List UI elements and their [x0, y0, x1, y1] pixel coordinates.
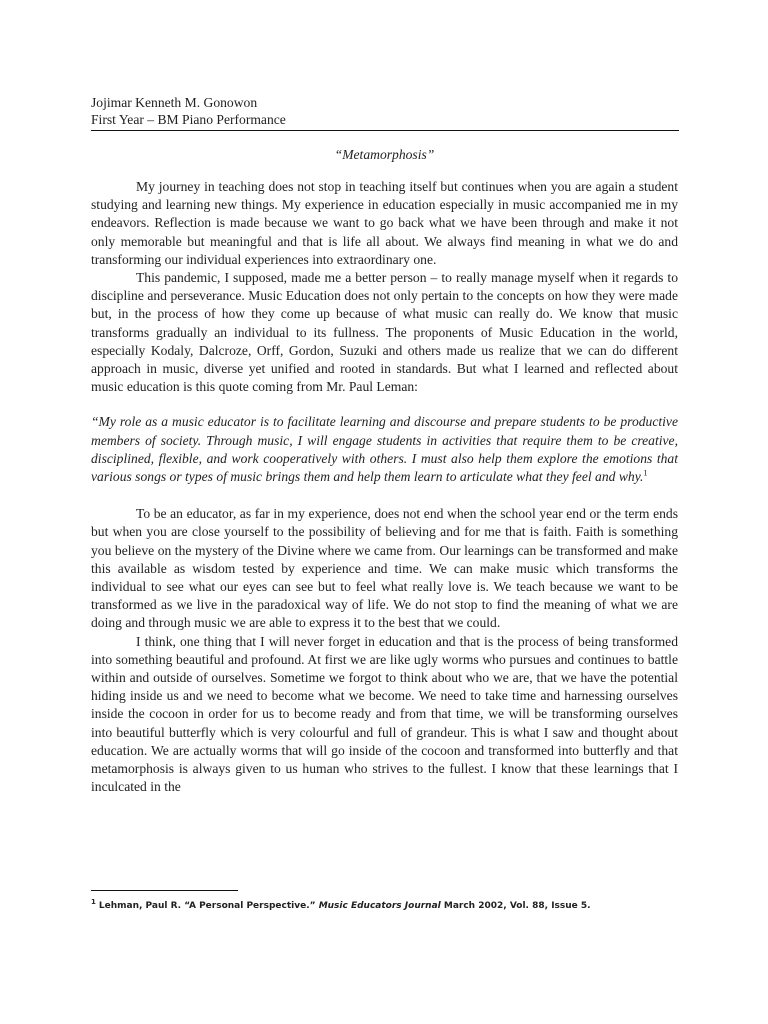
paragraph-4: I think, one thing that I will never forget in education and that is the process of being transformed into something beautiful and profound. At first we are like ugly worms who pursues and continues to battle within and outside of ourselves. Sometime we forgot to think about who we are, that we have the potential hiding inside us and we need to become what we become. We need to take time and harnessing ourselves inside the cocoon in order for us to become ready and from that time, we will be transforming ourselves into beautiful butterfly which is very colourful and full of grandeur. This is what I saw and thought about education. We are actually worms that will go inside of the cocoon and transformed into butterfly and that metamorphosis is always given to us human who strives to the fullest. I know that these learnings that I inculcated in the — [91, 633, 678, 795]
header-rule — [91, 130, 679, 131]
essay-title: “Metamorphosis” — [334, 147, 435, 162]
footnote — [91, 899, 591, 913]
paragraph-3: To be an educator, as far in my experience, does not end when the school year end or the term ends but when you are close yourself to the possibility of believing and for me that is faith. Faith is something you believe on the mystery of the Divine where we came from. Our learnings can be transformed and make this available as wisdom tested by experience and time. We can make music which transforms the individual to see what our eyes can see but to feel what really love is. We teach because we want to be transformed as we live in the paradoxical way of life. We do not stop to find the meaning of what we are doing and through music we are able to express it to the best that we could. — [91, 506, 678, 631]
footnote-journal: Music Educators Journal — [318, 901, 441, 911]
author-name: Jojimar Kenneth M. Gonowon — [91, 95, 258, 110]
block-quote — [91, 413, 678, 486]
document-page — [91, 94, 678, 797]
quote-text: “My role as a music educator is to facilitate learning and discourse and prepare students to be productive members of society. Through music, I will engage students in activities that require them to be creative, disciplined, flexible, and work cooperatively with others. I must also help them explore the emotions that various songs or types of music brings them and help them learn to articulate what they feel and why. — [91, 414, 678, 485]
footnote-reference: 1 — [643, 467, 648, 478]
course-line: First Year – BM Piano Performance — [91, 112, 286, 127]
footnote-details: March 2002, Vol. 88, Issue 5. — [443, 901, 591, 911]
paragraph-2: This pandemic, I supposed, made me a better person – to really manage myself when it regards to discipline and perseverance. Music Education does not only pertain to the concepts on how they were made but, in the process of how they come up because of what music can really do. We know that music transforms gradually an individual to its fullness. The proponents of Music Education in the world, especially Kodaly, Dalcroze, Orff, Gordon, Suzuki and others made us realize that we can do different approach in music, diverse yet unified and rooted in standards. But what I learned and reflected about music education is this quote coming from Mr. Paul Leman: — [91, 270, 678, 395]
footnote-citation: Lehman, Paul R. “A Personal Perspective.” — [98, 901, 316, 911]
paragraph-1: My journey in teaching does not stop in teaching itself but continues when you are again a student studying and learning new things. My experience in education especially in music accompanied me in my endeavors. Reflection is made because we want to go back what we have been through and make it not only memorable but meaningful and that is life all about. We always find meaning in what we do and transforming our individual experiences into extraordinary one. — [91, 179, 678, 267]
footnote-number: 1 — [91, 898, 96, 906]
footnote-separator — [91, 890, 238, 891]
